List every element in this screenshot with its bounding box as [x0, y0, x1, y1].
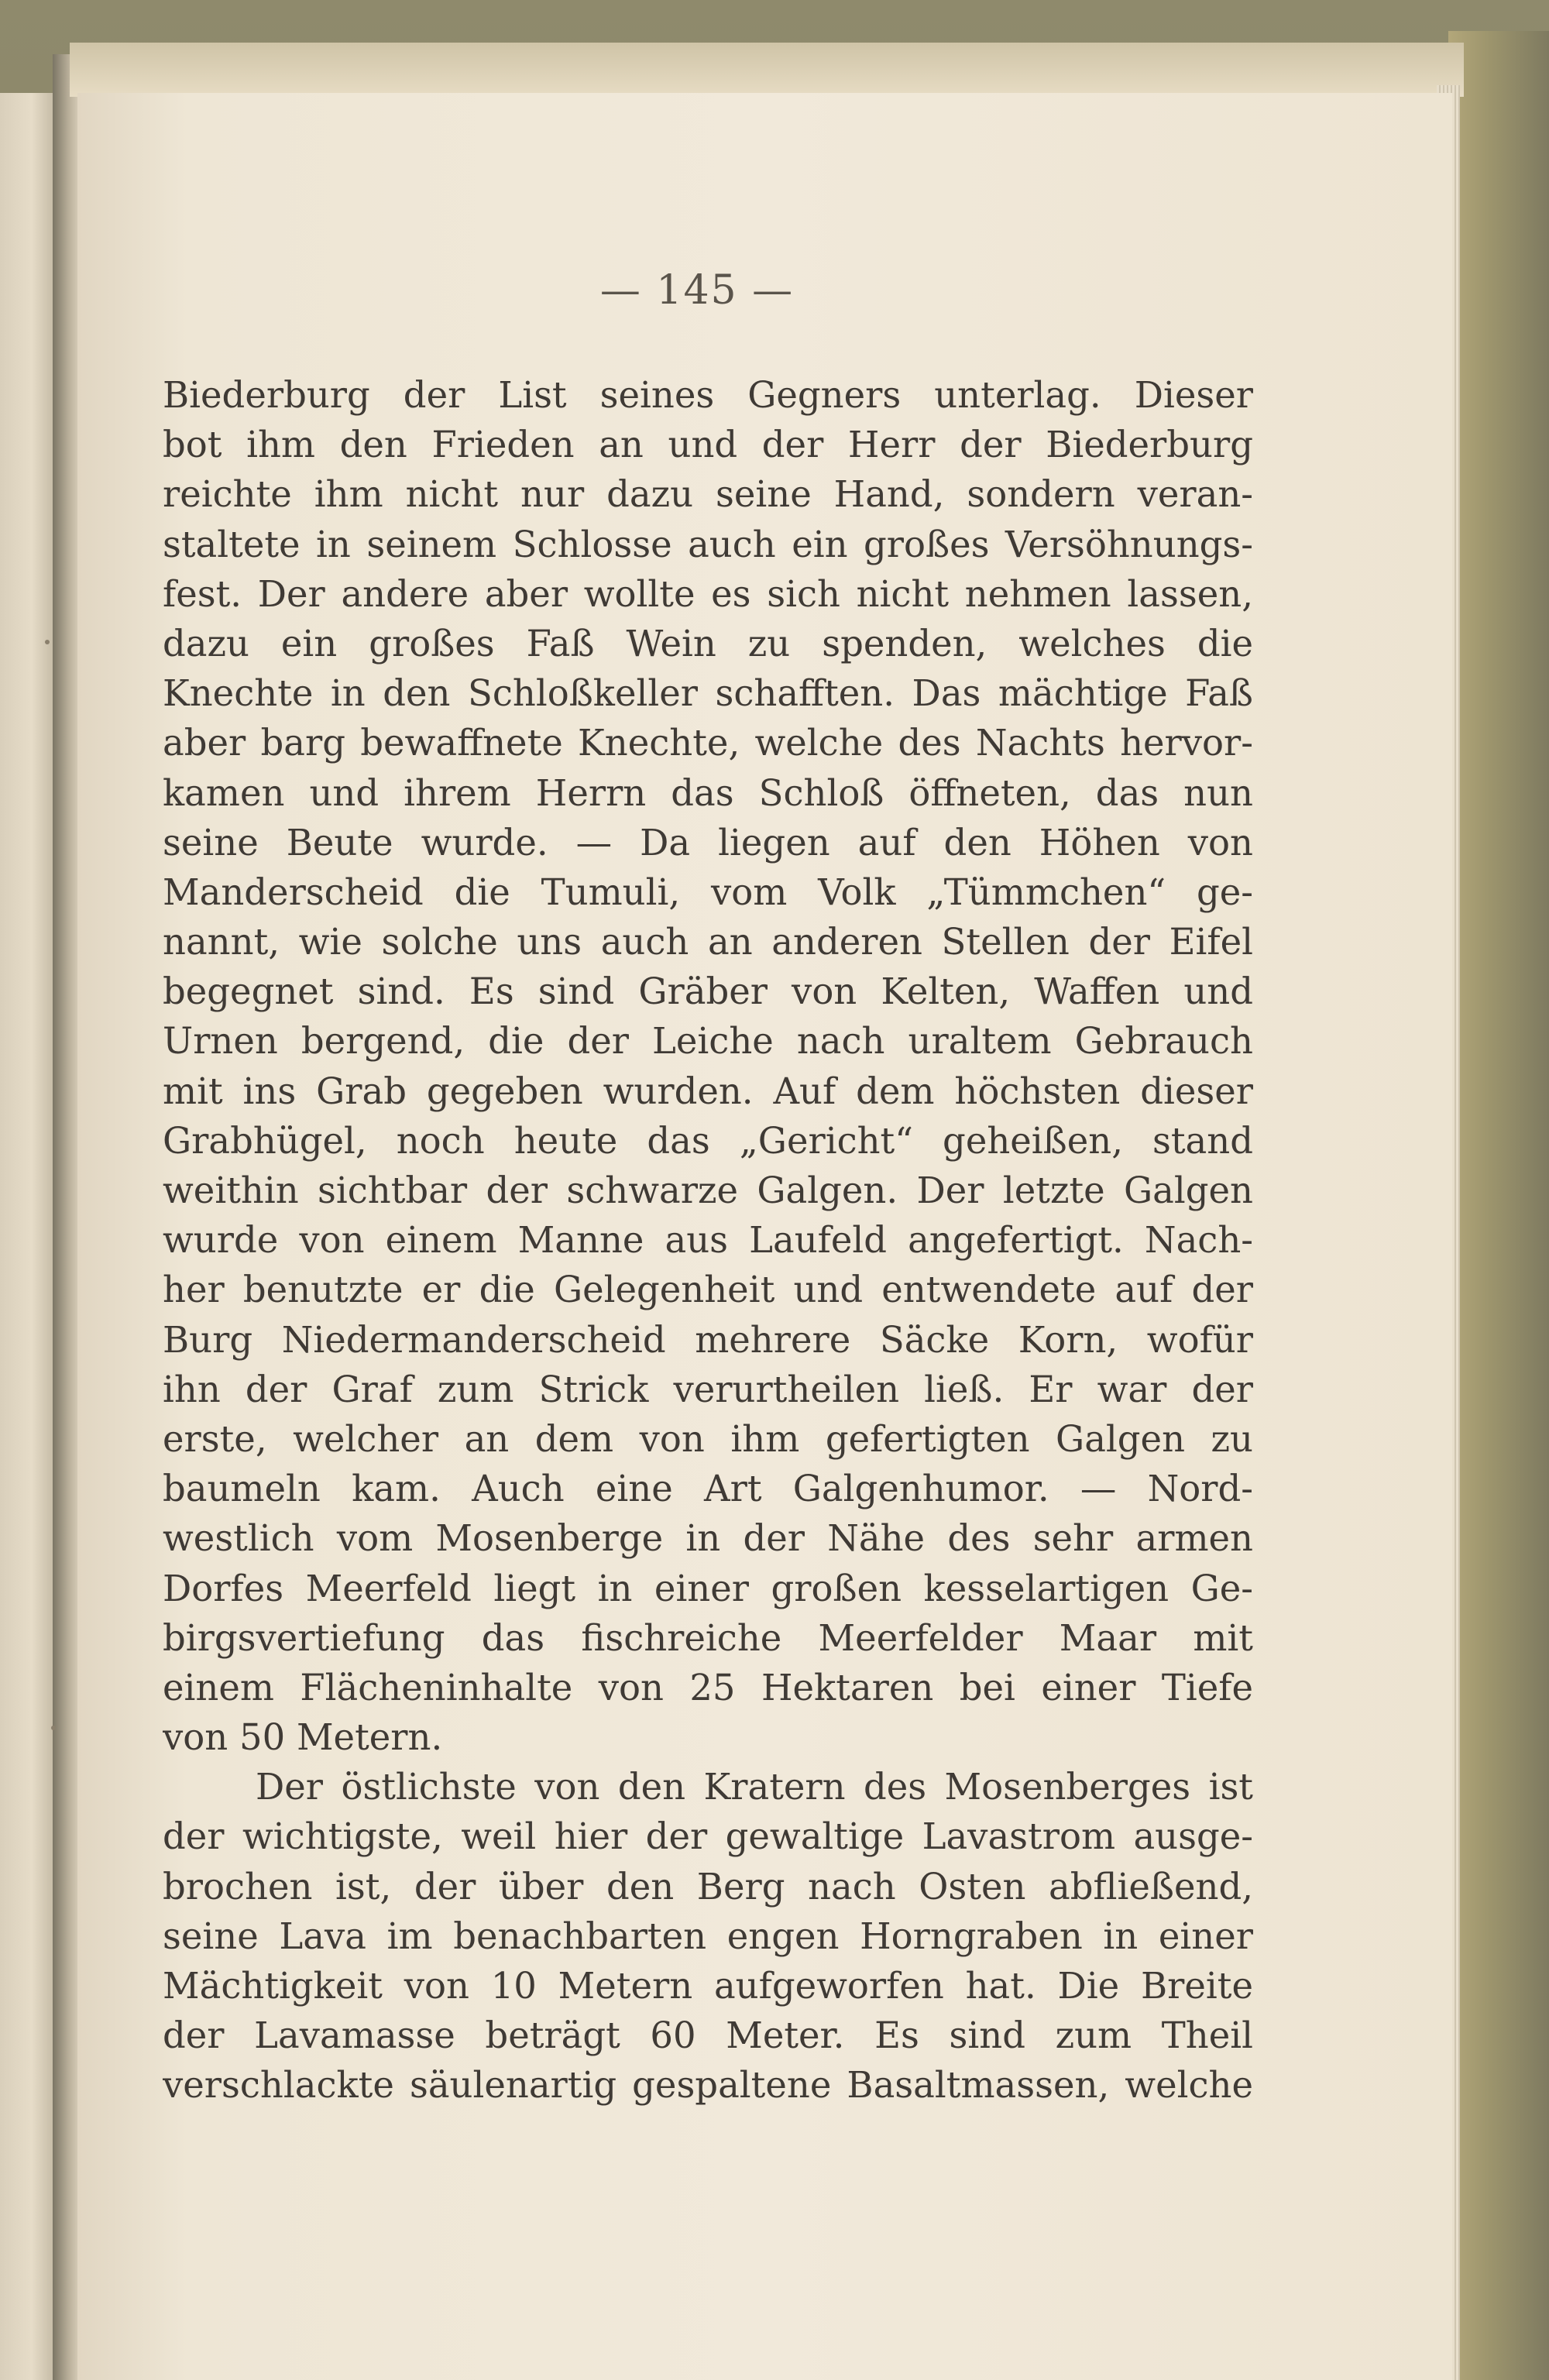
text-line: Grabhügel, noch heute das „Gericht“ geheißen, stand	[163, 1119, 1253, 1162]
text-line: der Lavamasse beträgt 60 Meter. Es sind zum Theil	[163, 2014, 1253, 2057]
text-line: Dorfes Meerfeld liegt in einer großen kesselartigen Ge-	[163, 1567, 1253, 1609]
text-line: brochen ist, der über den Berg nach Osten abfließend,	[163, 1865, 1253, 1908]
text-line: von 50 Metern.	[163, 1716, 443, 1759]
text-line: her benutzte er die Gelegenheit und entwendete auf der	[163, 1269, 1253, 1311]
text-line: seine Lava im benachbarten engen Horngraben in einer	[163, 1915, 1253, 1957]
text-line: Der östlichste von den Kratern des Mosenberges ist	[256, 1766, 1253, 1808]
text-line: baumeln kam. Auch eine Art Galgenhumor. — Nord-	[163, 1468, 1253, 1510]
text-line: westlich vom Mosenberge in der Nähe des sehr armen	[163, 1517, 1253, 1560]
text-line: Mächtigkeit von 10 Metern aufgeworfen hat. Die Breite	[163, 1965, 1253, 2007]
text-line: ihn der Graf zum Strick verurtheilen ließ. Er war der	[163, 1368, 1253, 1410]
text-line: aber barg bewaffnete Knechte, welche des Nachts hervor-	[163, 722, 1253, 764]
text-line: fest. Der andere aber wollte es sich nicht nehmen lassen,	[163, 572, 1253, 615]
text-line: begegnet sind. Es sind Gräber von Kelten, Waffen und	[163, 970, 1253, 1013]
text-line: weithin sichtbar der schwarze Galgen. Der letzte Galgen	[163, 1169, 1253, 1211]
text-line: der wichtigste, weil hier der gewaltige Lavastrom ausge-	[163, 1815, 1253, 1858]
book-cover-edge	[1448, 31, 1549, 2380]
text-line: reichte ihm nicht nur dazu seine Hand, sondern veran-	[163, 473, 1253, 516]
body-text	[163, 370, 1253, 2110]
paper-speck	[45, 640, 50, 644]
text-line: dazu ein großes Faß Wein zu spenden, welches die	[163, 622, 1253, 665]
text-line: mit ins Grab gegeben wurden. Auf dem höchsten dieser	[163, 1070, 1253, 1112]
text-line: Biederburg der List seines Gegners unterlag. Dieser	[163, 374, 1253, 416]
text-line: wurde von einem Manne aus Laufeld angefertigt. Nach-	[163, 1219, 1253, 1262]
facing-page-edge	[0, 93, 53, 2380]
text-line: Burg Niedermanderscheid mehrere Säcke Korn, wofür	[163, 1318, 1253, 1361]
text-line: verschlackte säulenartig gespaltene Basaltmassen, welche	[163, 2064, 1253, 2107]
text-line: Knechte in den Schloßkeller schafften. Das mächtige Faß	[163, 672, 1253, 715]
text-line: nannt, wie solche uns auch an anderen Stellen der Eifel	[163, 921, 1253, 963]
text-line: Manderscheid die Tumuli, vom Volk „Tümmchen“ ge-	[163, 871, 1253, 913]
page-number: — 145 —	[599, 267, 795, 314]
text-line: seine Beute wurde. — Da liegen auf den Höhen von	[163, 821, 1253, 864]
text-line: Urnen bergend, die der Leiche nach uraltem Gebrauch	[163, 1020, 1253, 1063]
text-line: birgsvertiefung das fischreiche Meerfelder Maar mit	[163, 1616, 1253, 1659]
text-line: einem Flächeninhalte von 25 Hektaren bei einer Tiefe	[163, 1666, 1253, 1709]
text-line: staltete in seinem Schlosse auch ein großes Versöhnungs-	[163, 523, 1253, 565]
page-top-edge	[70, 43, 1464, 97]
book-gutter	[53, 54, 79, 2380]
text-line: kamen und ihrem Herrn das Schloß öffneten, das nun	[163, 771, 1253, 814]
paper-speck	[51, 1726, 56, 1730]
text-line: bot ihm den Frieden an und der Herr der Biederburg	[163, 424, 1253, 466]
text-line: erste, welcher an dem von ihm gefertigten Galgen zu	[163, 1417, 1253, 1460]
